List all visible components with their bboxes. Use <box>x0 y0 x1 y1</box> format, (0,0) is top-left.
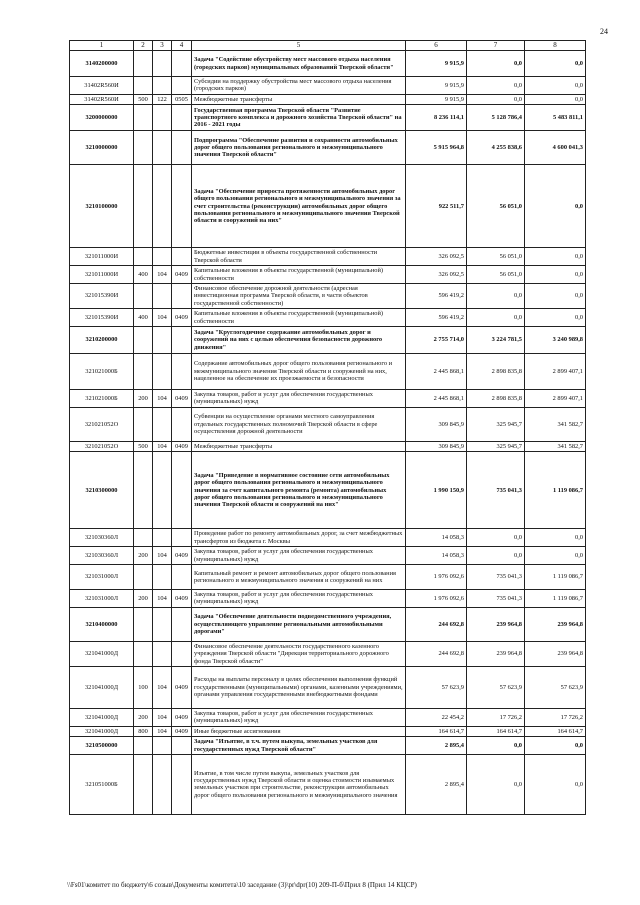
code-cell: 31402R560И <box>70 94 134 104</box>
section-cell: 0409 <box>172 547 192 565</box>
expense-type-cell <box>134 284 153 309</box>
code-cell: 321021000Б <box>70 390 134 408</box>
code-cell: 321051000Б <box>70 754 134 814</box>
amount-2020-cell: 0,0 <box>525 754 586 814</box>
amount-2019-cell: 0,0 <box>467 754 525 814</box>
amount-2020-cell: 0,0 <box>525 51 586 77</box>
table-row <box>70 165 586 248</box>
table-row <box>70 737 586 755</box>
section-cell <box>172 354 192 390</box>
expense-type-cell <box>134 529 153 547</box>
table-row <box>70 529 586 547</box>
table-row <box>70 266 586 284</box>
page-number: 24 <box>600 27 608 36</box>
name-cell: Капитальный ремонт и ремонт автомобильных дорог общего пользования регионального и межмуниципального значения и сооружений на них <box>192 564 406 589</box>
section-cell <box>172 407 192 441</box>
amount-2018-cell: 22 454,2 <box>406 708 467 726</box>
name-cell: Капитальные вложения в объекты государственной (муниципальной) собственности <box>192 309 406 327</box>
amount-2019-cell: 0,0 <box>467 51 525 77</box>
expense-type-cell: 500 <box>134 441 153 451</box>
department-cell <box>153 248 172 266</box>
amount-2019-cell: 56 051,0 <box>467 248 525 266</box>
name-cell: Закупка товаров, работ и услуг для обеспечения государственных (муниципальных) нужд <box>192 708 406 726</box>
section-cell <box>172 327 192 354</box>
table-row <box>70 51 586 77</box>
amount-2020-cell: 0,0 <box>525 94 586 104</box>
department-cell: 122 <box>153 94 172 104</box>
amount-2019-cell: 735 041,3 <box>467 589 525 607</box>
expense-type-cell <box>134 354 153 390</box>
table-row <box>70 452 586 529</box>
amount-2020-cell: 3 240 989,8 <box>525 327 586 354</box>
amount-2020-cell: 2 899 407,1 <box>525 354 586 390</box>
expense-type-cell <box>134 51 153 77</box>
section-cell <box>172 564 192 589</box>
amount-2020-cell: 0,0 <box>525 165 586 248</box>
code-cell: 321041000Д <box>70 708 134 726</box>
table-row <box>70 641 586 666</box>
code-cell: 321021052О <box>70 441 134 451</box>
section-cell <box>172 452 192 529</box>
table-row <box>70 284 586 309</box>
amount-2018-cell: 2 895,4 <box>406 737 467 755</box>
amount-2020-cell: 0,0 <box>525 737 586 755</box>
amount-2018-cell: 244 692,8 <box>406 641 467 666</box>
amount-2018-cell: 1 976 092,6 <box>406 564 467 589</box>
amount-2020-cell: 1 119 086,7 <box>525 564 586 589</box>
amount-2019-cell: 0,0 <box>467 547 525 565</box>
amount-2018-cell: 596 419,2 <box>406 284 467 309</box>
amount-2019-cell: 239 964,8 <box>467 641 525 666</box>
table-row <box>70 94 586 104</box>
amount-2019-cell: 0,0 <box>467 77 525 95</box>
department-cell <box>153 452 172 529</box>
code-cell: 3140200000 <box>70 51 134 77</box>
table-row <box>70 131 586 165</box>
table-row <box>70 309 586 327</box>
amount-2018-cell: 596 419,2 <box>406 309 467 327</box>
name-cell: Субсидии на поддержку обустройства мест массового отдыха населения (городских парков) <box>192 77 406 95</box>
amount-2018-cell: 2 755 714,0 <box>406 327 467 354</box>
code-cell: 321031000Л <box>70 564 134 589</box>
header-cell: 5 <box>192 41 406 51</box>
amount-2018-cell: 8 236 114,1 <box>406 105 467 131</box>
section-cell <box>172 284 192 309</box>
section-cell: 0409 <box>172 708 192 726</box>
section-cell <box>172 529 192 547</box>
section-cell <box>172 248 192 266</box>
expense-type-cell <box>134 248 153 266</box>
name-cell: Закупка товаров, работ и услуг для обеспечения государственных (муниципальных) нужд <box>192 589 406 607</box>
section-cell <box>172 77 192 95</box>
section-cell <box>172 607 192 641</box>
code-cell: 321015390И <box>70 284 134 309</box>
section-cell <box>172 641 192 666</box>
amount-2020-cell: 57 623,9 <box>525 666 586 708</box>
header-cell: 6 <box>406 41 467 51</box>
name-cell: Финансовое обеспечение деятельности государственного казенного учреждения Тверской области "Дирекция территориального дорожного фонда Тверской области" <box>192 641 406 666</box>
name-cell: Задача "Содействие обустройству мест массового отдыха населения (городских парков) муниципальных образований Тверской области" <box>192 51 406 77</box>
amount-2018-cell: 9 915,9 <box>406 51 467 77</box>
table-row <box>70 607 586 641</box>
amount-2020-cell: 164 614,7 <box>525 726 586 736</box>
code-cell: 3210400000 <box>70 607 134 641</box>
table-row <box>70 726 586 736</box>
department-cell: 104 <box>153 708 172 726</box>
code-cell: 3210300000 <box>70 452 134 529</box>
code-cell: 321011000И <box>70 266 134 284</box>
department-cell: 104 <box>153 589 172 607</box>
expense-type-cell: 400 <box>134 266 153 284</box>
table-row <box>70 407 586 441</box>
department-cell <box>153 51 172 77</box>
section-cell: 0409 <box>172 390 192 408</box>
expense-type-cell <box>134 105 153 131</box>
header-cell: 2 <box>134 41 153 51</box>
table-row <box>70 589 586 607</box>
expense-type-cell <box>134 564 153 589</box>
name-cell: Задача "Обеспечение прироста протяженности автомобильных дорог общего пользования регионального и межмуниципального значения за счет строительства (реконструкции) автомобильных дорог общего пользования регионального и межмуниципального значения Тверской области и сооружений на них" <box>192 165 406 248</box>
name-cell: Задача "Изъятие, в т.ч. путем выкупа, земельных участков для государственных нужд Тверской области" <box>192 737 406 755</box>
amount-2019-cell: 5 128 786,4 <box>467 105 525 131</box>
department-cell <box>153 607 172 641</box>
table-row <box>70 248 586 266</box>
expense-type-cell: 500 <box>134 94 153 104</box>
table-row <box>70 327 586 354</box>
section-cell: 0409 <box>172 441 192 451</box>
expense-type-cell <box>134 165 153 248</box>
amount-2019-cell: 0,0 <box>467 529 525 547</box>
department-cell: 104 <box>153 441 172 451</box>
department-cell: 104 <box>153 309 172 327</box>
amount-2018-cell: 1 976 092,6 <box>406 589 467 607</box>
code-cell: 321030360Л <box>70 547 134 565</box>
code-cell: 3200000000 <box>70 105 134 131</box>
section-cell: 0505 <box>172 94 192 104</box>
amount-2018-cell: 922 511,7 <box>406 165 467 248</box>
amount-2018-cell: 2 895,4 <box>406 754 467 814</box>
amount-2019-cell: 2 898 835,8 <box>467 354 525 390</box>
amount-2019-cell: 57 623,9 <box>467 666 525 708</box>
amount-2020-cell: 239 964,8 <box>525 641 586 666</box>
code-cell: 321021052О <box>70 407 134 441</box>
expense-type-cell <box>134 641 153 666</box>
section-cell: 0409 <box>172 266 192 284</box>
department-cell: 104 <box>153 266 172 284</box>
name-cell: Закупка товаров, работ и услуг для обеспечения государственных (муниципальных) нужд <box>192 547 406 565</box>
amount-2019-cell: 0,0 <box>467 737 525 755</box>
department-cell <box>153 407 172 441</box>
name-cell: Субвенции на осуществление органами местного самоуправления отдельных государственных полномочий Тверской области в сфере осуществления дорожной деятельности <box>192 407 406 441</box>
section-cell: 0409 <box>172 726 192 736</box>
section-cell <box>172 754 192 814</box>
name-cell: Подпрограмма "Обеспечение развития и сохранности автомобильных дорог общего пользования регионального и межмуниципального значения Тверской области" <box>192 131 406 165</box>
amount-2018-cell: 164 614,7 <box>406 726 467 736</box>
department-cell <box>153 105 172 131</box>
expense-type-cell: 200 <box>134 547 153 565</box>
department-cell <box>153 354 172 390</box>
expense-type-cell <box>134 754 153 814</box>
section-cell <box>172 165 192 248</box>
expense-type-cell <box>134 131 153 165</box>
amount-2019-cell: 164 614,7 <box>467 726 525 736</box>
expense-type-cell <box>134 407 153 441</box>
code-cell: 321030360Л <box>70 529 134 547</box>
amount-2019-cell: 0,0 <box>467 94 525 104</box>
amount-2019-cell: 325 945,7 <box>467 407 525 441</box>
expense-type-cell <box>134 607 153 641</box>
name-cell: Финансовое обеспечение дорожной деятельности (адресная инвестиционная программа Тверской области, в части объектов государственной собственности) <box>192 284 406 309</box>
amount-2020-cell: 0,0 <box>525 266 586 284</box>
amount-2019-cell: 17 726,2 <box>467 708 525 726</box>
amount-2020-cell: 5 483 811,1 <box>525 105 586 131</box>
department-cell <box>153 564 172 589</box>
table-row <box>70 354 586 390</box>
amount-2018-cell: 9 915,9 <box>406 94 467 104</box>
department-cell <box>153 529 172 547</box>
name-cell: Задача "Круглогодичное содержание автомобильных дорог и сооружений на них с целью обеспечения безопасности дорожного движения" <box>192 327 406 354</box>
name-cell: Капитальные вложения в объекты государственной (муниципальной) собственности <box>192 266 406 284</box>
name-cell: Бюджетные инвестиции в объекты государственной собственности Тверской области <box>192 248 406 266</box>
header-cell: 4 <box>172 41 192 51</box>
code-cell: 321021000Б <box>70 354 134 390</box>
table-row <box>70 390 586 408</box>
amount-2020-cell: 0,0 <box>525 529 586 547</box>
amount-2019-cell: 0,0 <box>467 284 525 309</box>
name-cell: Закупка товаров, работ и услуг для обеспечения государственных (муниципальных) нужд <box>192 390 406 408</box>
section-cell: 0409 <box>172 666 192 708</box>
table-row <box>70 105 586 131</box>
amount-2020-cell: 17 726,2 <box>525 708 586 726</box>
amount-2018-cell: 309 845,9 <box>406 407 467 441</box>
expense-type-cell <box>134 327 153 354</box>
code-cell: 321041000Д <box>70 641 134 666</box>
amount-2020-cell: 341 582,7 <box>525 441 586 451</box>
code-cell: 321015390И <box>70 309 134 327</box>
section-cell <box>172 737 192 755</box>
expense-type-cell <box>134 77 153 95</box>
department-cell: 104 <box>153 547 172 565</box>
amount-2018-cell: 244 692,8 <box>406 607 467 641</box>
budget-table <box>69 40 586 815</box>
name-cell: Межбюджетные трансферты <box>192 94 406 104</box>
amount-2018-cell: 2 445 868,1 <box>406 390 467 408</box>
amount-2020-cell: 0,0 <box>525 547 586 565</box>
header-cell: 3 <box>153 41 172 51</box>
amount-2020-cell: 0,0 <box>525 284 586 309</box>
table-row <box>70 754 586 814</box>
amount-2019-cell: 0,0 <box>467 309 525 327</box>
code-cell: 31402R560И <box>70 77 134 95</box>
amount-2020-cell: 0,0 <box>525 77 586 95</box>
amount-2019-cell: 3 224 781,5 <box>467 327 525 354</box>
section-cell <box>172 131 192 165</box>
amount-2020-cell: 1 119 086,7 <box>525 452 586 529</box>
amount-2019-cell: 56 051,0 <box>467 165 525 248</box>
amount-2018-cell: 57 623,9 <box>406 666 467 708</box>
department-cell <box>153 165 172 248</box>
amount-2020-cell: 4 600 041,3 <box>525 131 586 165</box>
amount-2020-cell: 2 899 407,1 <box>525 390 586 408</box>
section-cell <box>172 105 192 131</box>
department-cell <box>153 327 172 354</box>
expense-type-cell: 200 <box>134 708 153 726</box>
name-cell: Задача "Обеспечение деятельности подведомственного учреждения, осуществляющего управление региональными автомобильными дорогами" <box>192 607 406 641</box>
code-cell: 3210500000 <box>70 737 134 755</box>
amount-2018-cell: 326 092,5 <box>406 248 467 266</box>
expense-type-cell: 800 <box>134 726 153 736</box>
code-cell: 3210000000 <box>70 131 134 165</box>
header-row <box>70 41 586 51</box>
name-cell: Содержание автомобильных дорог общего пользования регионального и межмуниципального значения Тверской области и сооружений на них, нацеленное на обеспечение их проезжаемости и безопасности <box>192 354 406 390</box>
expense-type-cell: 200 <box>134 390 153 408</box>
amount-2019-cell: 4 255 838,6 <box>467 131 525 165</box>
amount-2018-cell: 14 058,3 <box>406 529 467 547</box>
expense-type-cell <box>134 452 153 529</box>
department-cell: 104 <box>153 390 172 408</box>
department-cell <box>153 284 172 309</box>
amount-2019-cell: 325 945,7 <box>467 441 525 451</box>
expense-type-cell <box>134 737 153 755</box>
amount-2018-cell: 309 845,9 <box>406 441 467 451</box>
amount-2020-cell: 341 582,7 <box>525 407 586 441</box>
section-cell <box>172 51 192 77</box>
amount-2018-cell: 9 915,9 <box>406 77 467 95</box>
code-cell: 3210100000 <box>70 165 134 248</box>
department-cell <box>153 737 172 755</box>
amount-2019-cell: 735 041,3 <box>467 452 525 529</box>
name-cell: Государственная программа Тверской области "Развитие транспортного комплекса и дорожного хозяйства Тверской области" на 2016 - 2021 годы <box>192 105 406 131</box>
amount-2018-cell: 2 445 868,1 <box>406 354 467 390</box>
department-cell <box>153 754 172 814</box>
department-cell: 104 <box>153 666 172 708</box>
amount-2018-cell: 5 915 964,8 <box>406 131 467 165</box>
name-cell: Межбюджетные трансферты <box>192 441 406 451</box>
file-path-footer: \\Fs01\комитет по бюджету\6 созыв\Документы комитета\10 заседание (3)\pr\dpr(10) 209-П-б\Прил 8 (Прил 14 КЦСР) <box>67 881 417 889</box>
header-cell: 7 <box>467 41 525 51</box>
code-cell: 3210200000 <box>70 327 134 354</box>
department-cell <box>153 641 172 666</box>
department-cell <box>153 131 172 165</box>
header-cell: 1 <box>70 41 134 51</box>
code-cell: 321011000И <box>70 248 134 266</box>
amount-2020-cell: 0,0 <box>525 309 586 327</box>
amount-2020-cell: 0,0 <box>525 248 586 266</box>
amount-2020-cell: 239 964,8 <box>525 607 586 641</box>
table-row <box>70 666 586 708</box>
department-cell <box>153 77 172 95</box>
amount-2019-cell: 56 051,0 <box>467 266 525 284</box>
code-cell: 321041000Д <box>70 666 134 708</box>
table-row <box>70 708 586 726</box>
table-row <box>70 564 586 589</box>
amount-2018-cell: 1 990 150,9 <box>406 452 467 529</box>
amount-2020-cell: 1 119 086,7 <box>525 589 586 607</box>
amount-2019-cell: 239 964,8 <box>467 607 525 641</box>
section-cell: 0409 <box>172 589 192 607</box>
code-cell: 321031000Л <box>70 589 134 607</box>
section-cell: 0409 <box>172 309 192 327</box>
code-cell: 321041000Д <box>70 726 134 736</box>
amount-2018-cell: 326 092,5 <box>406 266 467 284</box>
amount-2019-cell: 735 041,3 <box>467 564 525 589</box>
table-row <box>70 547 586 565</box>
expense-type-cell: 100 <box>134 666 153 708</box>
name-cell: Иные бюджетные ассигнования <box>192 726 406 736</box>
amount-2018-cell: 14 058,3 <box>406 547 467 565</box>
name-cell: Задача "Приведение в нормативное состояние сети автомобильных дорог общего пользования регионального и межмуниципального значения за счет капитального ремонта (ремонта) автомобильных дорог общего пользования регионального и межмуниципального значения Тверской области и сооружений на них" <box>192 452 406 529</box>
name-cell: Проведение работ по ремонту автомобильных дорог, за счет межбюджетных трансфертов из бюджета г. Москвы <box>192 529 406 547</box>
department-cell: 104 <box>153 726 172 736</box>
expense-type-cell: 200 <box>134 589 153 607</box>
name-cell: Расходы на выплаты персоналу в целях обеспечения выполнения функций государственными (муниципальными) органами, казенными учреждениями, органами управления государственными внебюджетными фондами <box>192 666 406 708</box>
expense-type-cell: 400 <box>134 309 153 327</box>
amount-2019-cell: 2 898 835,8 <box>467 390 525 408</box>
table-row <box>70 77 586 95</box>
name-cell: Изъятие, в том числе путем выкупа, земельных участков для государственных нужд Тверской области и оценка стоимости изымаемых земельных участков при строительстве, реконструкции автомобильных дорог общего пользования регионального и межмуниципального значения <box>192 754 406 814</box>
table-row <box>70 441 586 451</box>
header-cell: 8 <box>525 41 586 51</box>
